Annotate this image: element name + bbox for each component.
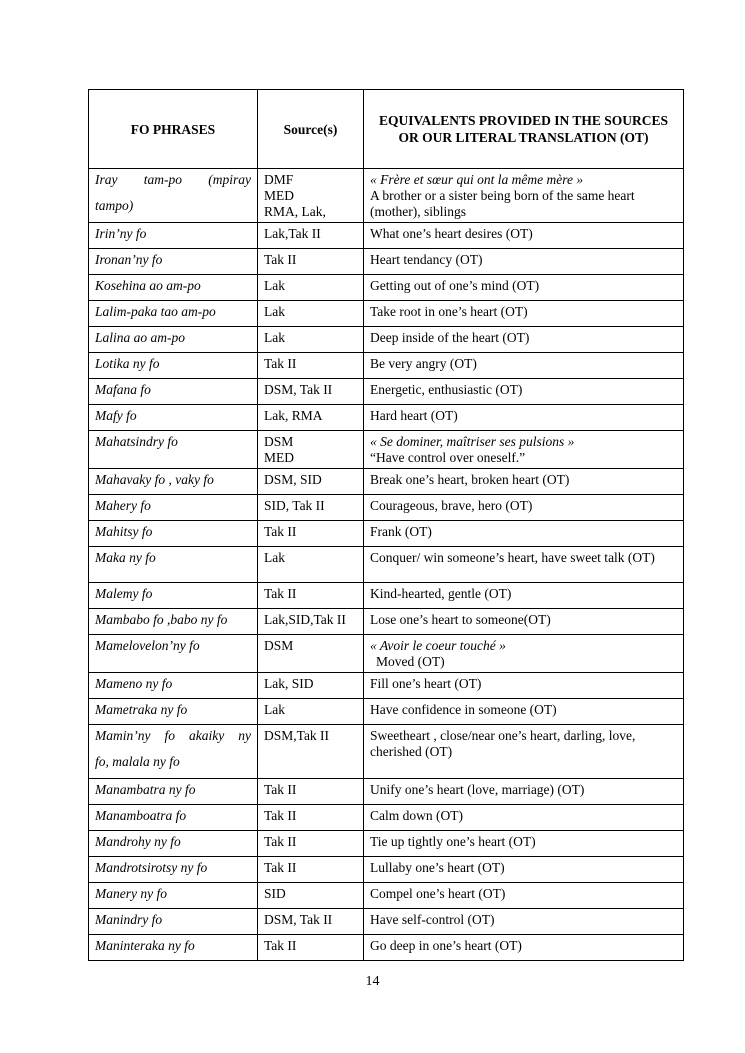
table-row [89, 883, 684, 909]
phrase-cell: Manindry fo [89, 909, 258, 935]
source-line: DSM [264, 434, 294, 449]
source-cell: Lak [258, 275, 364, 301]
equivalent-text: A brother or a sister being born of the same heart (mother), siblings [370, 188, 635, 219]
french-quote: « Se dominer, maîtriser ses pulsions » [370, 434, 575, 449]
phrase-word: Iray [95, 172, 118, 187]
phrase-cell [89, 169, 258, 223]
phrase-cell: Manamboatra fo [89, 805, 258, 831]
table-row [89, 301, 684, 327]
source-cell: DSM, Tak II [258, 909, 364, 935]
equivalent-cell: Be very angry (OT) [364, 353, 684, 379]
phrase-cell: Mahavaky fo , vaky fo [89, 469, 258, 495]
source-cell: SID [258, 883, 364, 909]
phrase-word: ny [238, 728, 251, 743]
source-cell: Lak, RMA [258, 405, 364, 431]
phrase-word: fo [164, 728, 175, 743]
source-line: DMF [264, 172, 294, 187]
source-cell: Tak II [258, 831, 364, 857]
equivalent-cell [364, 169, 684, 223]
phrase-cell: Mandrotsirotsy ny fo [89, 857, 258, 883]
table-row [89, 353, 684, 379]
equivalent-cell: Energetic, enthusiastic (OT) [364, 379, 684, 405]
phrase-cell: Mambabo fo ,babo ny fo [89, 609, 258, 635]
source-line: RMA, Lak, [264, 204, 326, 219]
equivalent-cell: Break one’s heart, broken heart (OT) [364, 469, 684, 495]
equivalent-cell: Fill one’s heart (OT) [364, 673, 684, 699]
phrase-cell: Ironan’ny fo [89, 249, 258, 275]
table-row [89, 327, 684, 353]
phrase-cell: Mamelovelon’ny fo [89, 635, 258, 673]
phrase-cell: Mametraka ny fo [89, 699, 258, 725]
phrase-cell: Mafy fo [89, 405, 258, 431]
source-cell: Lak, SID [258, 673, 364, 699]
equivalent-cell: Go deep in one’s heart (OT) [364, 935, 684, 961]
phrase-word: tam-po [143, 172, 182, 187]
equivalent-cell: Have self-control (OT) [364, 909, 684, 935]
source-cell: DSM [258, 635, 364, 673]
source-line: MED [264, 450, 294, 465]
source-cell: Tak II [258, 935, 364, 961]
source-cell: Lak [258, 699, 364, 725]
phrase-cell: Maninteraka ny fo [89, 935, 258, 961]
table-row [89, 431, 684, 469]
phrase-cell: Maka ny fo [89, 547, 258, 583]
equivalent-cell: Hard heart (OT) [364, 405, 684, 431]
phrase-cell: Mandrohy ny fo [89, 831, 258, 857]
table-row [89, 405, 684, 431]
equivalent-cell: Tie up tightly one’s heart (OT) [364, 831, 684, 857]
fo-phrases-table [88, 89, 684, 961]
source-cell: Tak II [258, 805, 364, 831]
phrase-cell: Mahitsy fo [89, 521, 258, 547]
table-row [89, 169, 684, 223]
source-cell: Tak II [258, 583, 364, 609]
source-cell: Lak [258, 301, 364, 327]
equivalent-cell: What one’s heart desires (OT) [364, 223, 684, 249]
table-row [89, 725, 684, 779]
table-row [89, 495, 684, 521]
phrase-cell: Manambatra ny fo [89, 779, 258, 805]
equivalent-cell: Unify one’s heart (love, marriage) (OT) [364, 779, 684, 805]
equivalent-cell: Frank (OT) [364, 521, 684, 547]
phrase-word: (mpiray [208, 172, 251, 187]
source-cell: Lak [258, 547, 364, 583]
table-row [89, 635, 684, 673]
equivalent-cell [364, 431, 684, 469]
source-cell: SID, Tak II [258, 495, 364, 521]
phrase-cell: Mameno ny fo [89, 673, 258, 699]
source-cell: Lak [258, 327, 364, 353]
table-row [89, 805, 684, 831]
table-row [89, 609, 684, 635]
phrase-cell: Lotika ny fo [89, 353, 258, 379]
table-header-row [89, 90, 684, 169]
table-row [89, 779, 684, 805]
phrase-cell: Lalim-paka tao am-po [89, 301, 258, 327]
source-cell: Tak II [258, 521, 364, 547]
page-number: 14 [365, 974, 380, 989]
source-cell: Tak II [258, 353, 364, 379]
equivalent-cell: Heart tendancy (OT) [364, 249, 684, 275]
table-row [89, 249, 684, 275]
equivalent-cell: Have confidence in someone (OT) [364, 699, 684, 725]
equivalent-cell: Conquer/ win someone’s heart, have sweet talk (OT) [364, 547, 684, 583]
equivalent-cell: Lose one’s heart to someone(OT) [364, 609, 684, 635]
equivalent-cell [364, 635, 684, 673]
table-row [89, 699, 684, 725]
table-row [89, 909, 684, 935]
source-cell: Tak II [258, 249, 364, 275]
header-fo-phrases: FO PHRASES [89, 90, 258, 169]
source-line: MED [264, 188, 294, 203]
source-cell: Lak,SID,Tak II [258, 609, 364, 635]
table-row [89, 673, 684, 699]
source-cell: Tak II [258, 857, 364, 883]
table-row [89, 935, 684, 961]
table-row [89, 521, 684, 547]
phrase-cell: Malemy fo [89, 583, 258, 609]
table-row [89, 547, 684, 583]
equivalent-cell: Compel one’s heart (OT) [364, 883, 684, 909]
phrase-word: akaiky [189, 728, 225, 743]
equivalent-text: Moved (OT) [376, 654, 445, 669]
phrase-word: Mamin’ny [95, 728, 151, 743]
equivalent-cell: Getting out of one’s mind (OT) [364, 275, 684, 301]
phrase-cell: Mahery fo [89, 495, 258, 521]
equivalent-cell: Kind-hearted, gentle (OT) [364, 583, 684, 609]
source-cell: DSM, Tak II [258, 379, 364, 405]
table-row [89, 275, 684, 301]
table-row [89, 583, 684, 609]
header-equivalents: EQUIVALENTS PROVIDED IN THE SOURCES OR OUR LITERAL TRANSLATION (OT) [364, 90, 684, 169]
phrase-cell [89, 725, 258, 779]
source-cell: DSM,Tak II [258, 725, 364, 779]
equivalent-cell: Take root in one’s heart (OT) [364, 301, 684, 327]
table-row [89, 857, 684, 883]
phrase-cell: Manery ny fo [89, 883, 258, 909]
french-quote: « Avoir le coeur touché » [370, 638, 506, 653]
equivalent-text: “Have control over oneself.” [370, 450, 526, 465]
phrase-cell: Lalina ao am-po [89, 327, 258, 353]
table-row [89, 831, 684, 857]
equivalent-cell: Calm down (OT) [364, 805, 684, 831]
header-sources: Source(s) [258, 90, 364, 169]
french-quote: « Frère et sœur qui ont la même mère » [370, 172, 584, 187]
equivalent-cell: Sweetheart , close/near one’s heart, darling, love, cherished (OT) [364, 725, 684, 779]
equivalent-cell: Courageous, brave, hero (OT) [364, 495, 684, 521]
table-row [89, 379, 684, 405]
source-cell: Lak,Tak II [258, 223, 364, 249]
phrase-continuation: fo, malala ny fo [95, 754, 180, 769]
equivalent-cell: Lullaby one’s heart (OT) [364, 857, 684, 883]
source-cell [258, 169, 364, 223]
equivalent-cell: Deep inside of the heart (OT) [364, 327, 684, 353]
table-row [89, 223, 684, 249]
source-cell [258, 431, 364, 469]
phrase-continuation: tampo) [95, 198, 134, 213]
phrase-cell: Mahatsindry fo [89, 431, 258, 469]
phrase-cell: Irin’ny fo [89, 223, 258, 249]
source-cell: Tak II [258, 779, 364, 805]
table-row [89, 469, 684, 495]
phrase-cell: Mafana fo [89, 379, 258, 405]
phrase-cell: Kosehina ao am-po [89, 275, 258, 301]
source-cell: DSM, SID [258, 469, 364, 495]
